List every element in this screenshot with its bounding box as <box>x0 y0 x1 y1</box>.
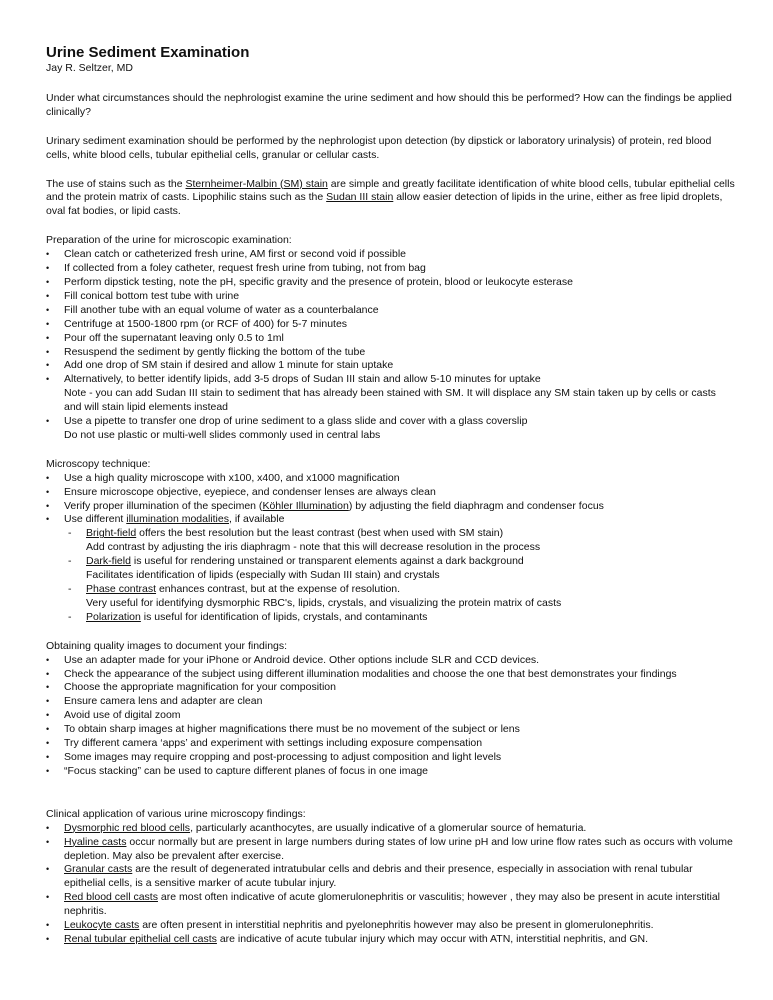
kohler-illumination-link[interactable]: Köhler Illumination <box>262 499 349 512</box>
clinical-heading: Clinical application of various urine microscopy findings: <box>46 807 306 820</box>
list-item-text: are most often indicative of acute glomerulonephritis or vasculitis; however , they may also be present in acute interstitial nephritis. <box>64 891 720 918</box>
sub-item <box>46 555 736 583</box>
microscopy-list <box>46 472 736 528</box>
sub-item-text: enhances contrast, but at the expense of resolution. <box>156 583 401 595</box>
list-item: • Perform dipstick testing, note the pH, specific gravity and the presence of protein, blood or leukocyte esterase <box>46 276 736 290</box>
sub-item-note: Very useful for identifying dysmorphic RBC's, lipids, crystals, and visualizing the protein matrix of casts <box>86 596 562 609</box>
list-item-text: ) by adjusting the field diaphragm and condenser focus <box>348 499 604 512</box>
list-item: • Ensure camera lens and adapter are clean <box>46 695 736 709</box>
hyaline-casts-link[interactable]: Hyaline casts <box>64 835 127 848</box>
list-item: • Clean catch or catheterized fresh urine, AM first or second void if possible <box>46 248 736 262</box>
list-item: • Use an adapter made for your iPhone or Android device. Other options include SLR and CCD devices. <box>46 654 736 668</box>
list-item-text: are the result of degenerated intratubular cells and debris and their presence, especially in association with renal tubular epithelial cells, is a sensitive marker of acute tubular injury. <box>64 863 693 890</box>
list-item: • Add one drop of SM stain if desired and allow 1 minute for stain uptake <box>46 359 736 373</box>
sub-item-note: Facilitates identification of lipids (especially with Sudan III stain) and crystals <box>86 569 440 582</box>
stains-text-3: allow easier detection of lipids in the urine, either as free lipid droplets, oval fat bodies, or lipid casts. <box>46 191 723 218</box>
sub-item-text: offers the best resolution but the least contrast (best when used with SM stain) <box>136 527 504 540</box>
illumination-sublist <box>46 527 736 624</box>
bright-field-link[interactable]: Bright-field <box>86 527 137 540</box>
dysmorphic-rbc-link[interactable]: Dysmorphic red blood cells <box>64 821 191 834</box>
list-item <box>46 836 736 864</box>
microscopy-heading: Microscopy technique: <box>46 457 151 470</box>
stains-paragraph <box>46 178 736 220</box>
list-item: • Fill conical bottom test tube with urine <box>46 290 736 304</box>
intro-question: Under what circumstances should the nephrologist examine the urine sediment and how should this be performed? How can the findings be applied clinically? <box>46 91 732 118</box>
list-item: • Use a high quality microscope with x100, x400, and x1000 magnification <box>46 472 736 486</box>
list-item: • Check the appearance of the subject using different illumination modalities and choose the one that best demonstrates your findings <box>46 668 736 682</box>
list-item: • Fill another tube with an equal volume of water as a counterbalance <box>46 304 736 318</box>
images-heading: Obtaining quality images to document your findings: <box>46 639 288 652</box>
list-item <box>46 822 736 836</box>
sub-item <box>46 611 736 625</box>
sudan-note: Note - you can add Sudan III stain to sediment that has already been stained with SM. It will displace any SM stain taken up by cells or casts and will stain lipid elements instead <box>64 387 716 414</box>
list-item <box>46 373 736 415</box>
list-item-text: are often present in interstitial nephritis and pyelonephritis however may also be present in glomerulonephritis. <box>139 919 654 932</box>
list-item-text: , particularly acanthocytes, are usually indicative of a glomerular source of hematuria. <box>190 821 587 834</box>
list-item: • Ensure microscope objective, eyepiece, and condenser lenses are always clean <box>46 486 736 500</box>
sub-item-note: Add contrast by adjusting the iris diaphragm - note that this will decrease resolution in the process <box>86 541 541 554</box>
list-item-text: Alternatively, to better identify lipids, add 3-5 drops of Sudan III stain and allow 5-10 minutes for uptake <box>64 373 541 386</box>
phase-contrast-link[interactable]: Phase contrast <box>86 583 157 595</box>
list-item-text: occur normally but are present in large numbers during states of low urine pH and low urine flow rates such as occurs with volume depletion. May also be prevalent after exercise. <box>64 835 733 862</box>
list-item <box>46 863 736 891</box>
stains-text-2: are simple and greatly facilitate identification of white blood cells, tubular epithelial cells and the protein matrix of casts. Lipophilic stains such as the <box>46 177 735 204</box>
rbc-casts-link[interactable]: Red blood cell casts <box>64 891 158 904</box>
list-item: • Avoid use of digital zoom <box>46 709 736 723</box>
list-item-text: Verify proper illumination of the specimen ( <box>64 499 263 512</box>
images-list <box>46 654 736 779</box>
list-item <box>46 500 736 514</box>
sub-item <box>46 527 736 555</box>
granular-casts-link[interactable]: Granular casts <box>64 863 133 876</box>
preparation-list <box>46 248 736 443</box>
intro-answer: Urinary sediment examination should be performed by the nephrologist upon detection (by dipstick or laboratory urinalysis) of protein, red blood cells, white blood cells, tubular epithelial cells, granular or cellular casts. <box>46 134 712 161</box>
sub-item-text: is useful for rendering unstained or transparent elements against a dark background <box>130 555 524 568</box>
list-item: • If collected from a foley catheter, request fresh urine from tubing, not from bag <box>46 262 736 276</box>
clinical-list <box>46 822 736 947</box>
sub-item <box>46 583 736 611</box>
list-item <box>46 415 736 443</box>
list-item-text: Use a pipette to transfer one drop of urine sediment to a glass slide and cover with a glass coverslip <box>64 415 528 428</box>
list-item <box>46 513 736 527</box>
sub-item-text: is useful for identification of lipids, crystals, and contaminants <box>140 610 428 623</box>
list-item: • Try different camera ‘apps’ and experiment with settings including exposure compensation <box>46 737 736 751</box>
preparation-heading: Preparation of the urine for microscopic examination: <box>46 234 292 247</box>
list-item <box>46 933 736 947</box>
list-item-text: are indicative of acute tubular injury which may occur with ATN, interstitial nephritis, and GN. <box>216 932 648 945</box>
leukocyte-casts-link[interactable]: Leukocyte casts <box>64 919 140 932</box>
rtec-casts-link[interactable]: Renal tubular epithelial cell casts <box>64 932 217 945</box>
list-item: • Choose the appropriate magnification for your composition <box>46 681 736 695</box>
illumination-modalities-link[interactable]: illumination modalities <box>126 513 229 526</box>
list-item: • Pour off the supernatant leaving only 0.5 to 1ml <box>46 332 736 346</box>
polarization-link[interactable]: Polarization <box>86 610 141 623</box>
sudan-stain-link[interactable]: Sudan III stain <box>326 191 394 204</box>
dark-field-link[interactable]: Dark-field <box>86 555 131 568</box>
slides-note: Do not use plastic or multi-well slides commonly used in central labs <box>64 428 381 441</box>
list-item: • To obtain sharp images at higher magnifications there must be no movement of the subject or lens <box>46 723 736 737</box>
list-item: • Centrifuge at 1500-1800 rpm (or RCF of 400) for 5-7 minutes <box>46 318 736 332</box>
author-line: Jay R. Seltzer, MD <box>46 62 133 74</box>
sm-stain-link[interactable]: Sternheimer-Malbin (SM) stain <box>185 177 328 190</box>
list-item-text: Use different <box>64 513 127 526</box>
list-item <box>46 919 736 933</box>
list-item: • Some images may require cropping and post-processing to adjust composition and light levels <box>46 751 736 765</box>
list-item <box>46 891 736 919</box>
list-item-text: , if available <box>228 513 285 526</box>
document-title: Urine Sediment Examination <box>46 44 250 61</box>
stains-text-1: The use of stains such as the <box>46 177 186 190</box>
document-page <box>46 44 736 947</box>
list-item: • Resuspend the sediment by gently flicking the bottom of the tube <box>46 346 736 360</box>
list-item: • “Focus stacking” can be used to capture different planes of focus in one image <box>46 765 736 779</box>
